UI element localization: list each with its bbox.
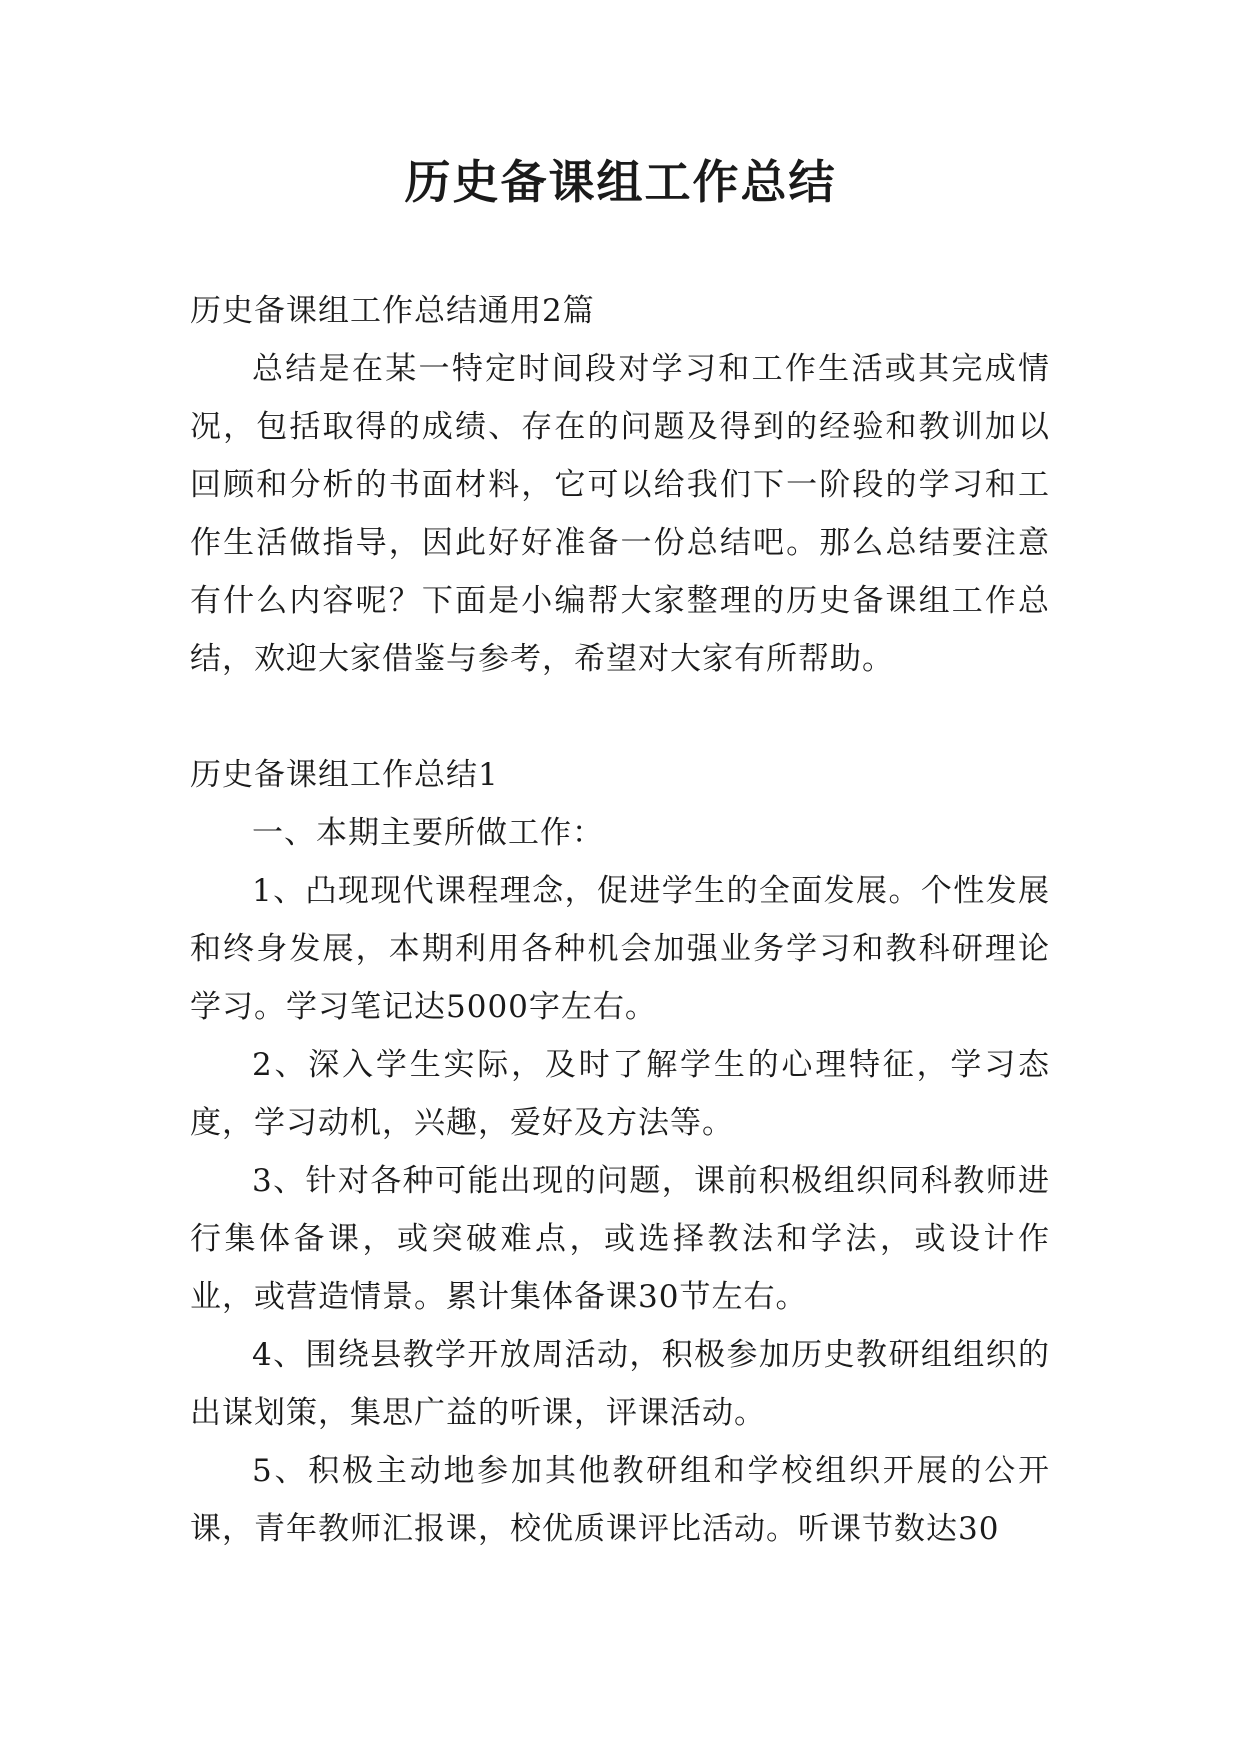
section-heading: 历史备课组工作总结1 [190,757,499,793]
intro-paragraph: 总结是在某一特定时间段对学习和工作生活或其完成情况，包括取得的成绩、存在的问题及得到的经验和教训加以回顾和分析的书面材料，它可以给我们下一阶段的学习和工作生活做指导，因此好好准备一份总结吧。那么总结要注意有什么内容呢？下面是小编帮大家整理的历史备课组工作总结，欢迎大家借鉴与参考，希望对大家有所帮助。 [190,351,1050,677]
body-paragraph: 4、围绕县教学开放周活动，积极参加历史教研组组织的出谋划策，集思广益的听课，评课活动。 [190,1337,1050,1431]
body-paragraph: 5、积极主动地参加其他教研组和学校组织开展的公开课，青年教师汇报课，校优质课评比活动。听课节数达30 [190,1453,1050,1547]
body-paragraph: 3、针对各种可能出现的问题，课前积极组织同科教师进行集体备课，或突破难点，或选择教法和学法，或设计作业，或营造情景。累计集体备课30节左右。 [190,1163,1050,1315]
body-paragraph: 1、凸现现代课程理念，促进学生的全面发展。个性发展和终身发展，本期利用各种机会加强业务学习和教科研理论学习。学习笔记达5000字左右。 [190,873,1050,1025]
body-paragraph: 2、深入学生实际，及时了解学生的心理特征，学习态度，学习动机，兴趣，爱好及方法等。 [190,1047,1050,1141]
subsection-heading: 一、本期主要所做工作： [252,815,604,851]
subtitle-paragraph: 历史备课组工作总结通用2篇 [190,293,595,329]
document-body [190,282,1050,1558]
document-title: 历史备课组工作总结 [404,155,837,209]
